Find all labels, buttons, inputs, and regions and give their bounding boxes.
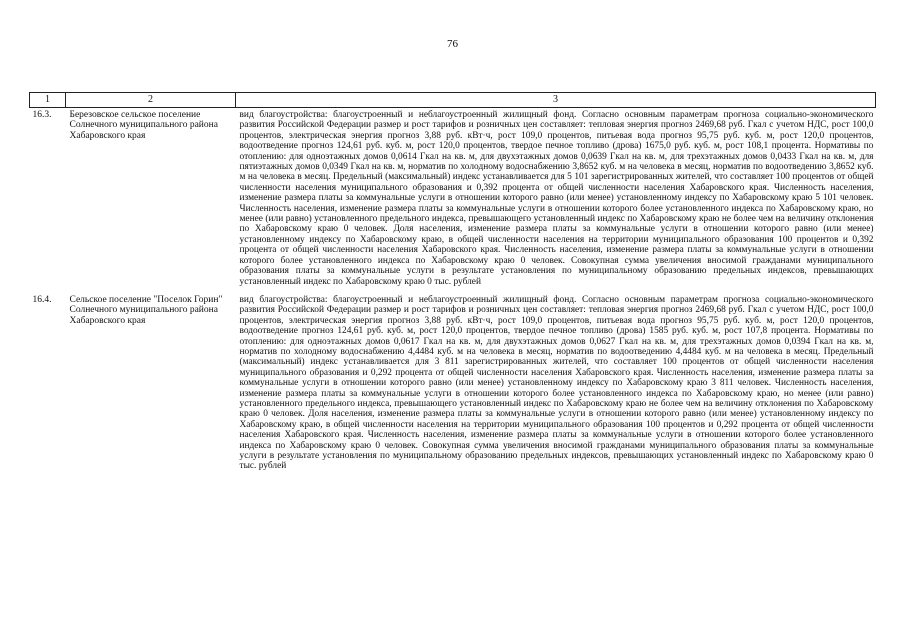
column-header-3: 3 <box>236 93 876 108</box>
tariff-table <box>29 92 876 478</box>
table-row <box>30 293 876 478</box>
column-header-2: 2 <box>66 93 236 108</box>
table-row <box>30 108 876 293</box>
table-header-row <box>30 93 876 108</box>
municipality-name: Березовское сельское поселение Солнечного муниципального района Хабаровского края <box>69 110 218 141</box>
column-header-1: 1 <box>30 93 66 108</box>
municipality-name: Сельское поселение "Поселок Горин" Солнечного муниципального района Хабаровского края <box>69 294 223 326</box>
row-number: 16.4. <box>32 294 52 305</box>
row-description: вид благоустройства: благоустроенный и неблагоустроенный жилищный фонд. Согласно основным параметрам прогноза социально-экономического развития Российской Федерации размер и рост тарифов и розничных цен составляет: тепловая энергия прогноз 2469,68 руб. Гкал с учетом НДС, рост 100,0 процентов, электрическая энергия прогноз 3,88 руб. кВт·ч, рост 109,0 процентов, питьевая вода прогноз 95,75 руб. куб. м, рост 120,0 процентов, водоотведение прогноз 124,61 руб. куб. м, рост 120,0 процентов, твердое печное топливо (дрова) 1675,0 руб. куб. м, рост 108,1 процента. Нормативы по отоплению: для одноэтажных домов 0,0614 Гкал на кв. м, для двухэтажных домов 0,0639 Гкал на кв. м, для трехэтажных домов 0,0433 Гкал на кв. м, для пятиэтажных домов 0,0349 Гкал на кв. м, норматив по холодному водоснабжению 3,8652 куб. м на человека в месяц, норматив по водоотведению 3,8652 куб. м на человека в месяц. Предельный (максимальный) индекс устанавливается для 5 101 зарегистрированных жителей, что составляет 100 процентов от общей численности населения муниципального образования и 0,392 процента от общей численности населения Хабаровского края. Численность населения, изменение размера платы за коммунальные услуги в отношении которого равно (или менее) установленному индексу по Хабаровскому краю 5 101 человек. Численность населения, изменение размера платы за коммунальные услуги в отношении которого более установленного индекса по Хабаровскому краю, но менее (или равно) установленного предельного индекса, превышающего установленный индекс по Хабаровскому краю не более чем на величину отклонения по Хабаровскому краю 0 человек. Доля населения, изменение размера платы за коммунальные услуги в отношении которого равно (или менее) установленному индексу по Хабаровскому краю, в общей численности населения на территории муниципального образования 100 процентов и 0,392 процента от общей численности населения Хабаровского края. Численность населения, изменение размера платы за коммунальные услуги в отношении которого более установленного индекса по Хабаровскому краю 0 человек. Совокупная сумма увеличения вносимой гражданами муниципального образования платы за коммунальные услуги в результате установления по муниципальному образованию предельных индексов, превышающих установленный индекс по Хабаровскому краю 0 тыс. рублей <box>239 110 874 287</box>
row-description: вид благоустройства: благоустроенный и неблагоустроенный жилищный фонд. Согласно основным параметрам прогноза социально-экономического развития Российской Федерации размер и рост тарифов и розничных цен составляет: тепловая энергия прогноз 2469,68 руб. Гкал с учетом НДС, рост 100,0 процентов, электрическая энергия прогноз 3,88 руб. кВт·ч, рост 109,0 процентов, питьевая вода прогноз 95,75 руб. куб. м, рост 120,0 процентов, водоотведение прогноз 124,61 руб. куб. м, рост 120,0 процентов, твердое печное топливо (дрова) 1585 руб. куб. м, рост 107,8 процента. Нормативы по отоплению: для одноэтажных домов 0,0617 Гкал на кв. м, для двухэтажных домов 0,0627 Гкал на кв. м, для трехэтажных домов 0,0394 Гкал на кв. м, норматив по холодному водоснабжению 4,4484 куб. м на человека в месяц, норматив по водоотведению 4,4484 куб. м на человека в месяц. Предельный (максимальный) индекс устанавливается для 3 811 зарегистрированных жителей, что составляет 100 процентов от общей численности населения муниципального образования и 0,292 процента от общей численности населения Хабаровского края. Численность населения, изменение размера платы за коммунальные услуги в отношении которого равно (или менее) установленному индексу по Хабаровскому краю 3 811 человек. Численность населения, изменение размера платы за коммунальные услуги в отношении которого более установленного индекса по Хабаровскому краю, но менее (или равно) установленного предельного индекса, превышающего установленный индекс по Хабаровскому краю не более чем на величину отклонения по Хабаровскому краю 0 человек. Доля населения, изменение размера платы за коммунальные услуги в отношении которого равно (или менее) установленному индексу по Хабаровскому краю, в общей численности населения на территории муниципального образования 100 процентов и 0,292 процента от общей численности населения Хабаровского края. Численность населения, изменение размера платы за коммунальные услуги в отношении которого более установленного индекса по Хабаровскому краю 0 человек. Совокупная сумма увеличения вносимой гражданами муниципального образования платы за коммунальные услуги в результате установления по муниципальному образованию предельных индексов, превышающих установленный индекс по Хабаровскому краю 0 тыс. рублей <box>239 294 874 472</box>
page-number: 76 <box>447 38 458 50</box>
row-number: 16.3. <box>32 110 52 120</box>
